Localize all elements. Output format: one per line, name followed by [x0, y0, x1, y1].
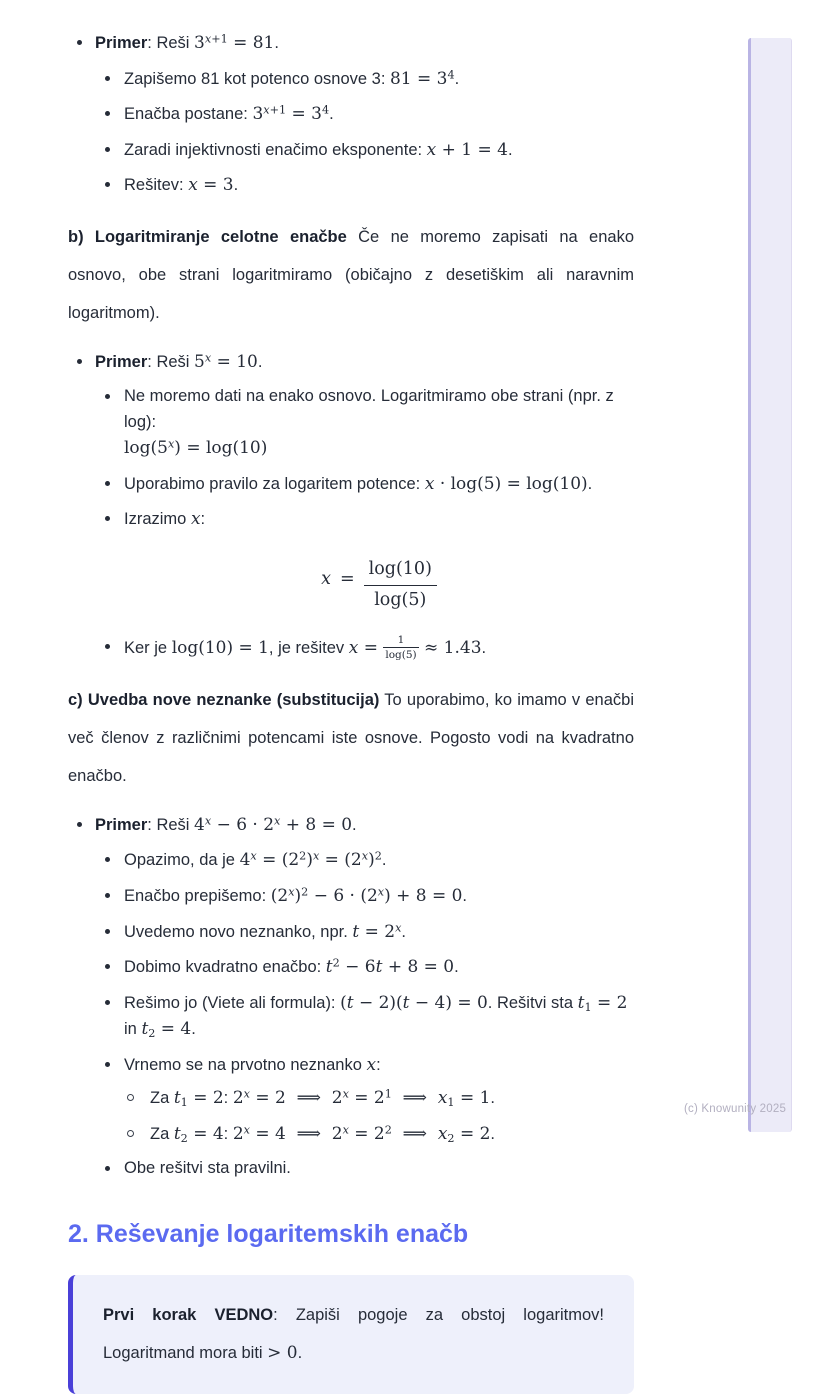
callout-text: Prvi korak VEDNO: Zapiši pogoje za obstoj logaritmov! Logaritmand mora biti > 0.	[103, 1305, 604, 1363]
list-item: Rešitev: x = 3.	[95, 172, 634, 199]
list-item: Enačba postane: $3^{x+1} = 3^4$.	[95, 101, 634, 128]
list-item: Zaradi injektivnosti enačimo eksponente: x + 1 = 4.	[95, 137, 634, 164]
list-item: Opazimo, da je $4^x = (2^2)^x = (2^x)^2$.	[95, 847, 634, 874]
list-item: Uvedemo novo neznanko, npr. $t = 2^x$.	[95, 919, 634, 946]
list-item: Vrnemo se na prvotno neznanko x: Za $t_1 = 2$: $2^x = 2$ ⟹ $2^x = 2^1$ ⟹ $x_1 = 1$. Za $t_2 = 4$: $2^x = 4$ ⟹ $2^x = 2^2$ ⟹ $x_2 = 2$.	[95, 1052, 634, 1148]
fraction-numerator: log(10)	[364, 559, 437, 586]
callout-note	[68, 1275, 634, 1394]
list-item: Obe rešitvi sta pravilni.	[95, 1156, 634, 1182]
list-item: Dobimo kvadratno enačbo: $t^2 - 6t + 8 = 0$.	[95, 954, 634, 981]
copyright-watermark: (c) Knowunity 2025	[684, 1103, 787, 1115]
example-lead: Primer: Reši $5^x = 10$.	[95, 351, 263, 372]
equation-fraction	[364, 559, 437, 612]
example-steps	[95, 384, 634, 662]
list-item: Zapišemo 81 kot potenco osnove 3: $81 = 3^4$.	[95, 66, 634, 93]
list-item: Enačbo prepišemo: $(2^x)^2 - 6 \cdot (2^x) + 8 = 0$.	[95, 883, 634, 910]
list-item: Ker je log(10) = 1, je rešitev x = $\frac{1}{\log(5)}$ ≈ 1.43.	[95, 634, 634, 662]
example-steps	[95, 66, 634, 199]
example-list-substitution	[68, 812, 634, 1182]
section-heading-logarithmic-equations: 2. Reševanje logaritemskih enačb	[68, 1220, 469, 1249]
paragraph-section-c: c) Uvedba nove neznanke (substitucija) To uporabimo, ko imamo v enačbi več členov z različnimi potencami iste osnove. Pogosto vodi na kvadratno enačbo.	[68, 691, 634, 785]
example-steps	[95, 847, 634, 1182]
list-item: Uporabimo pravilo za logaritem potence: x · log(5) = log(10).	[95, 471, 634, 498]
list-item: Ne moremo dati na enako osnovo. Logaritmiramo obe strani (npr. z log): $\log(5^x) = \log(10)$	[95, 384, 634, 462]
example-list-logarithm-both-sides	[68, 349, 634, 662]
paragraph-section-b: b) Logaritmiranje celotne enačbe Če ne moremo zapisati na enako osnovo, obe strani logaritmiramo (običajno z desetiškim ali naravnim logaritmom).	[68, 227, 635, 322]
list-item	[68, 349, 634, 662]
document-content	[68, 30, 634, 1394]
display-equation	[124, 559, 634, 612]
example-lead: Primer: Reši $4^x - 6 \cdot 2^x + 8 = 0$.	[95, 814, 357, 835]
fraction-denominator: log(5)	[374, 589, 427, 610]
list-item	[68, 812, 634, 1182]
list-item: Rešimo jo (Viete ali formula): (t − 2)(t − 4) = 0. Rešitvi sta $t_1 = 2$ in $t_2 = 4$.	[95, 990, 634, 1043]
list-item	[68, 30, 634, 199]
list-item: Za $t_2 = 4$: $2^x = 4$ ⟹ $2^x = 2^2$ ⟹ $x_2 = 2$.	[124, 1121, 634, 1148]
list-item: Za $t_1 = 2$: $2^x = 2$ ⟹ $2^x = 2^1$ ⟹ $x_1 = 1$.	[124, 1085, 634, 1112]
example-lead: Primer: Reši $3^{x+1} = 81$.	[95, 32, 279, 53]
example-list-exponential-same-base	[68, 30, 634, 199]
equation-lhs: x =	[321, 568, 355, 589]
scrollbar[interactable]	[748, 38, 792, 1132]
example-substeps	[124, 1085, 634, 1147]
list-item: Izrazimo x: x = $\frac{\log(10)}{\log(5)}$	[95, 506, 634, 611]
